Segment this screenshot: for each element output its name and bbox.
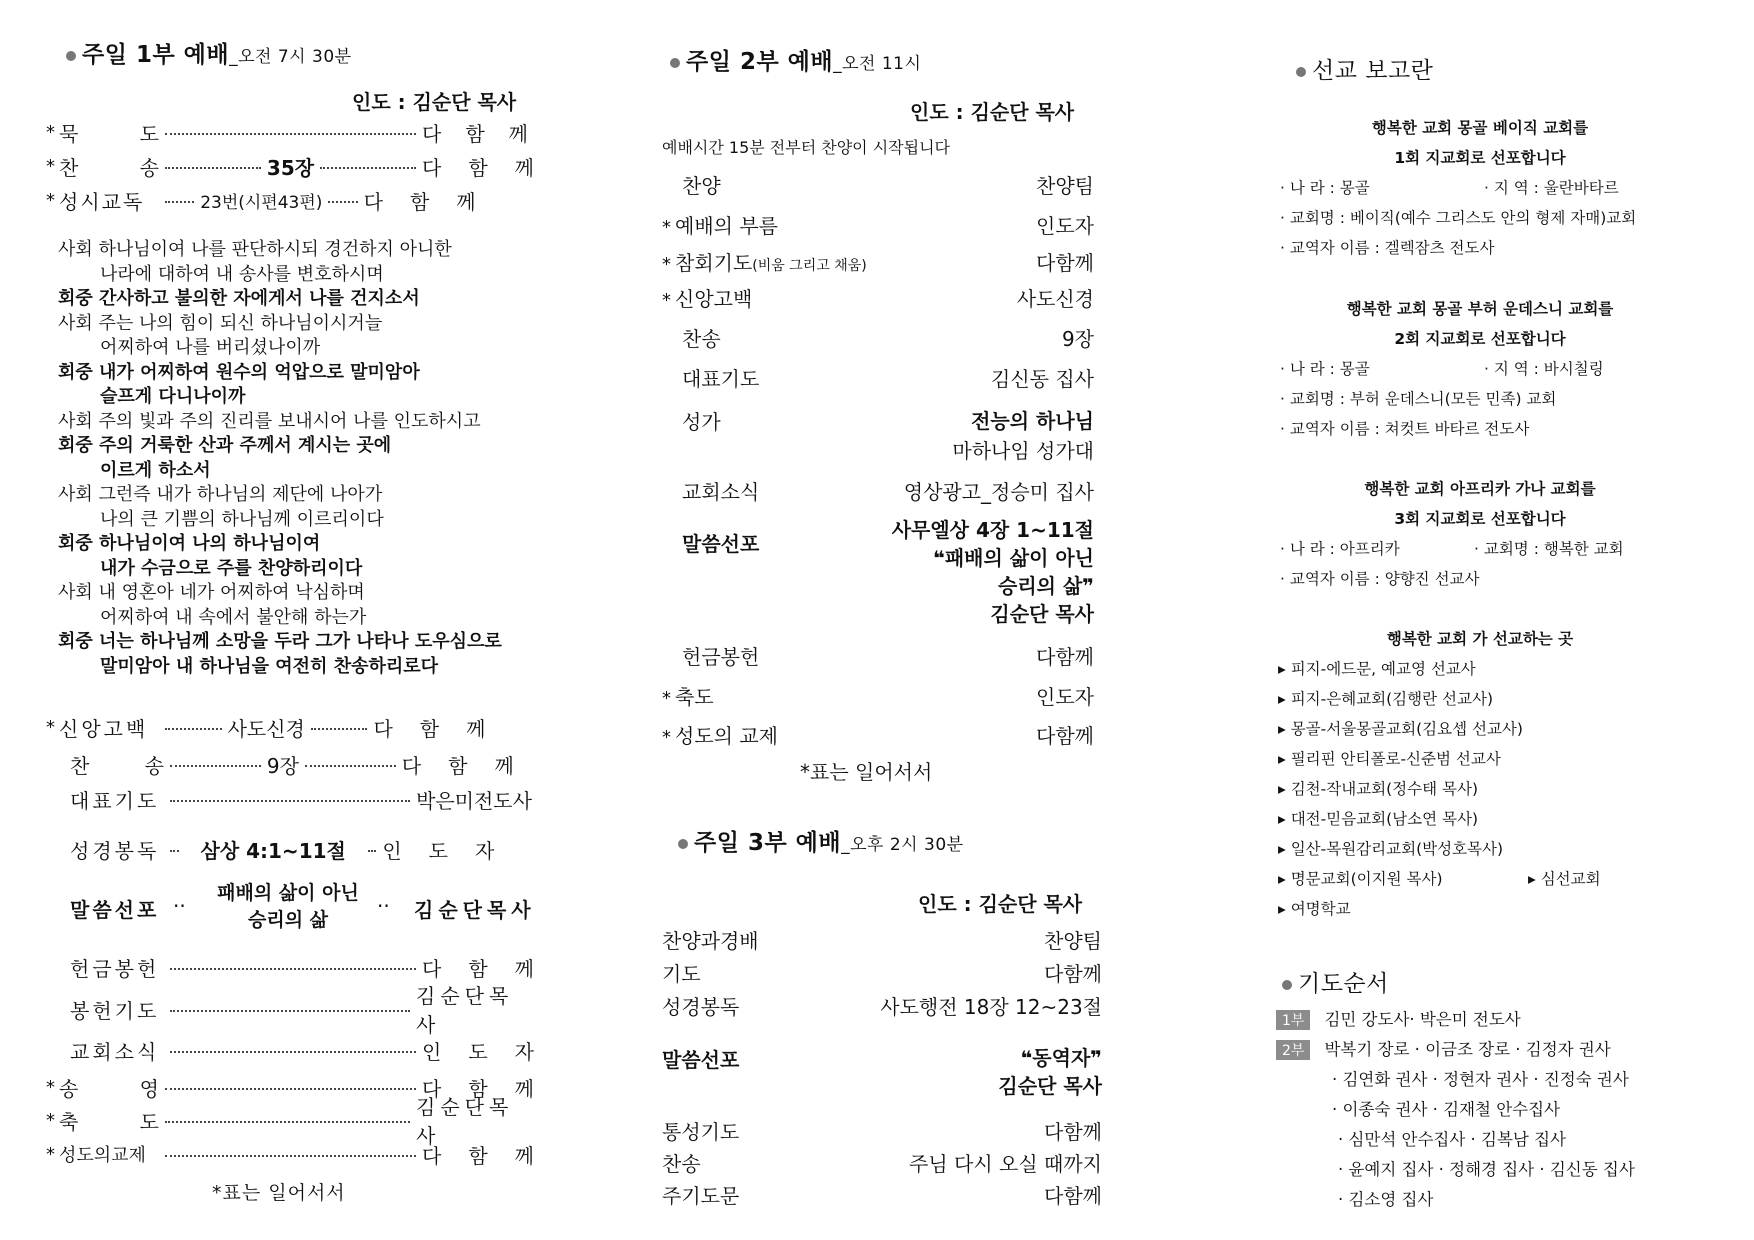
order-row-sermon: 말씀선포 ❝동역자❞ 김순단 목사: [662, 1046, 1102, 1098]
order-row: 대표기도 김신동 집사: [682, 367, 1094, 391]
list-item: ▸ 피지-은혜교회(김행란 선교사): [1278, 690, 1493, 708]
order-row: 주기도문 다함께: [662, 1184, 1102, 1208]
standing-mark: *: [46, 716, 55, 738]
list-item: ▸ 일산-목원감리교회(박성호목사): [1278, 840, 1504, 858]
service2-title: 주일 2부 예배_오전 11시: [670, 43, 921, 76]
order-row: * 참회기도(비움 그리고 채움) 다함께: [662, 251, 1094, 275]
resp-line: 사회 내 영혼아 네가 어찌하여 낙심하며 어찌하여 내 속에서 불안해 하는가: [58, 582, 367, 628]
standing-mark: *: [46, 1143, 55, 1165]
bullet-icon: [670, 58, 680, 68]
order-right: 인 도 자: [382, 838, 495, 863]
order-row: * 예배의 부름 인도자: [662, 214, 1094, 238]
order-label: 축 도: [59, 1109, 159, 1134]
order-right: 다 함 께: [422, 1143, 534, 1168]
order-label: 송 영: [59, 1076, 159, 1101]
order-row: 찬양 찬양팀: [682, 174, 1094, 198]
order-right: 다 함 께: [422, 155, 534, 180]
list-item: ▸ 대전-믿음교회(남소연 목사): [1278, 810, 1479, 828]
order-mid: 23번(시편43편): [200, 192, 323, 213]
resp-line: 회중 간사하고 불의한 자에게서 나를 건지소서: [58, 288, 420, 309]
standing-mark: *: [46, 1076, 55, 1098]
order-label: 교회소식: [70, 1039, 160, 1064]
list-item: ▸ 몽골-서울몽골교회(김요셉 선교사): [1278, 720, 1523, 738]
standing-mark: *: [46, 1109, 55, 1131]
service1-title: 주일 1부 예배_오전 7시 30분: [66, 36, 352, 69]
resp-line: 사회 그런즉 내가 하나님의 제단에 나아가 나의 큰 기쁨의 하나님께 이르리이다: [58, 484, 384, 530]
order-right: 다 함 께: [401, 753, 514, 778]
order-label: 봉헌기도: [70, 998, 160, 1023]
standing-note: *표는 일어서서: [800, 760, 933, 784]
order-row-anthem: 성가 전능의 하나님 마하나임 성가대: [682, 409, 1094, 463]
order-right: 김순단목사: [416, 1095, 514, 1148]
order-mid: 35장: [266, 155, 315, 180]
order-row-hymn2: [70, 749, 534, 779]
order-row: 찬양과경배 찬양팀: [662, 929, 1102, 953]
order-row-silent-prayer: [46, 117, 534, 147]
order-row-scripture: [70, 834, 534, 864]
order-row-fellowship: [46, 1139, 534, 1169]
list-item: ▸ 피지-에드문, 예교영 선교사: [1278, 660, 1476, 678]
order-row: 통성기도 다함께: [662, 1120, 1102, 1144]
standing-mark: *: [46, 121, 55, 143]
resp-line: 사회 하나님이여 나를 판단하시되 경건하지 아니한 나라에 대하여 내 송사를 변호하시며: [58, 239, 452, 285]
resp-line: 사회 주의 빛과 주의 진리를 보내시어 나를 인도하시고: [58, 410, 481, 432]
standing-note: *표는 일어서서: [212, 1182, 346, 1204]
order-right: 다 함 께: [363, 189, 476, 214]
order-right: 다 함 께: [373, 716, 486, 741]
list-item: ▸ 필리핀 안티폴로-신준범 선교사: [1278, 750, 1501, 768]
service2-leader: 인도 : 김순단 목사: [910, 100, 1075, 124]
service2-notice: 예배시간 15분 전부터 찬양이 시작됩니다: [662, 138, 950, 157]
order-label: 대표기도: [70, 788, 160, 813]
order-right: 다 함 께: [422, 121, 534, 146]
order-right: 다 함 께: [422, 1076, 534, 1101]
list-item: ▸ 김천-작내교회(정수태 목사): [1278, 780, 1479, 798]
order-label: 성도의교제: [59, 1145, 146, 1166]
order-row-offering-prayer: [70, 984, 534, 1037]
order-right: 김순단목사: [416, 984, 514, 1037]
sermon-preacher: 김순단목사: [414, 898, 536, 922]
bullet-icon: [1282, 980, 1292, 990]
order-row-creed: [46, 712, 534, 742]
order-row: 기도 다함께: [662, 962, 1102, 986]
sermon-label: 말씀선포: [70, 898, 160, 922]
mission-title: 선교 보고란: [1296, 52, 1433, 85]
order-row: 찬송 주님 다시 오실 때까지: [662, 1152, 1102, 1176]
order-label: 찬 송: [70, 753, 164, 778]
bullet-icon: [678, 839, 688, 849]
service-tag: 1부: [1276, 1010, 1310, 1030]
service3-leader: 인도 : 김순단 목사: [918, 892, 1083, 916]
order-right: 인 도 자: [422, 1039, 534, 1064]
responsive-reading: [58, 238, 502, 679]
resp-line: 회중 내가 어찌하여 원수의 억압으로 말미암아 슬프게 다니나이까: [58, 361, 420, 407]
standing-mark: *: [46, 189, 55, 211]
order-label: 찬 송: [59, 155, 159, 180]
order-row-prayer: [70, 784, 534, 814]
order-label: 성경봉독: [70, 838, 160, 863]
list-item: ▸ 심선교회: [1528, 870, 1601, 888]
order-row-offering: [70, 952, 534, 982]
bullet-icon: [66, 51, 76, 61]
order-right: 다 함 께: [422, 956, 534, 981]
order-label: 묵 도: [59, 121, 159, 146]
order-label: 신앙고백: [59, 716, 149, 741]
order-row-benediction: [46, 1095, 534, 1148]
list-item: ▸ 명문교회(이지원 목사): [1278, 870, 1443, 888]
standing-mark: *: [46, 155, 55, 177]
resp-line: 사회 주는 나의 힘이 되신 하나님이시거늘 어찌하여 나를 버리셨나이까: [58, 312, 383, 358]
prayer-title: 기도순서: [1282, 965, 1389, 998]
resp-line: 회중 주의 거룩한 산과 주께서 계시는 곳에 이르게 하소서: [58, 435, 392, 481]
list-item: ▸ 여명학교: [1278, 900, 1351, 918]
order-mid: 9장: [266, 753, 299, 778]
order-row-hymn: [46, 151, 534, 181]
order-label: 성시교독: [59, 189, 145, 214]
order-row-sermon: 말씀선포 사무엘상 4장 1~11절 ❝패배의 삶이 아닌 승리의 삶❞ 김순단 목사: [682, 518, 1094, 626]
service3-title: 주일 3부 예배_오후 2시 30분: [678, 824, 964, 857]
sermon-title: 패배의 삶이 아닌 승리의 삶: [217, 882, 359, 931]
resp-line: 회중 하나님이여 나의 하나님이여 내가 수금으로 주를 찬양하리이다: [58, 533, 363, 579]
order-mid: 삼상 4:1~11절: [200, 838, 346, 863]
order-row: * 신앙고백 사도신경: [662, 287, 1094, 311]
order-right: 박은미전도사: [416, 788, 532, 813]
order-row-news: 교회소식 영상광고_정승미 집사: [682, 480, 1094, 504]
order-row: * 성도의 교제 다함께: [662, 724, 1094, 748]
bullet-icon: [1296, 67, 1306, 77]
order-row: 찬송 9장: [682, 327, 1094, 351]
order-row: 헌금봉헌 다함께: [682, 645, 1094, 669]
service-tag: 2부: [1276, 1040, 1310, 1060]
order-row: * 축도 인도자: [662, 685, 1094, 709]
order-row-responsive: [46, 185, 534, 215]
order-row: 성경봉독 사도행전 18장 12~23절: [662, 995, 1102, 1019]
order-mid: 사도신경: [227, 716, 305, 741]
service1-leader: 인도 : 김순단 목사: [352, 90, 517, 114]
resp-line: 회중 너는 하나님께 소망을 두라 그가 나타나 도우심으로 말미암아 내 하나님을 여전히 찬송하리로다: [58, 631, 502, 677]
order-row-news: [70, 1035, 534, 1065]
order-label: 헌금봉헌: [70, 956, 160, 981]
